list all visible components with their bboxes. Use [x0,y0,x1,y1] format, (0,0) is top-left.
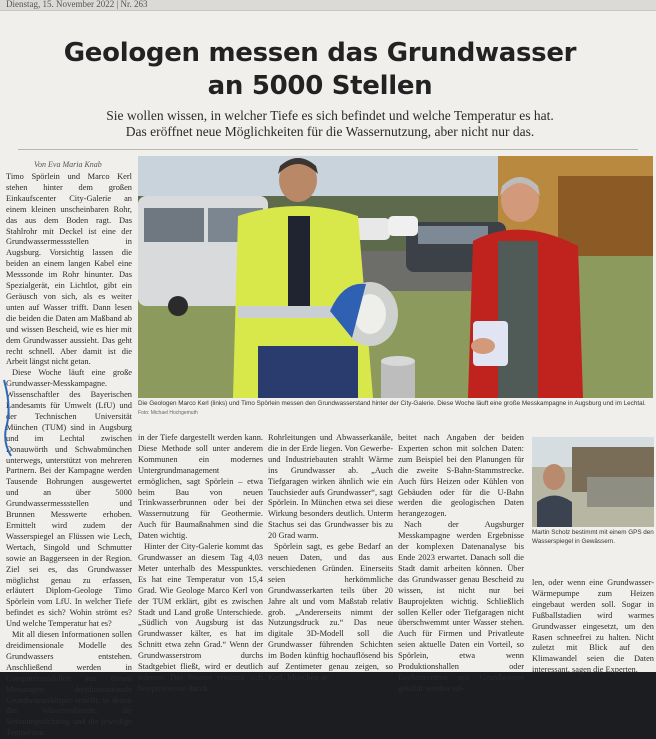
divider-rule [18,149,638,150]
headline-line-2: an 5000 Stellen [207,71,433,101]
paragraph: Hinter der City-Galerie kommt das Grundwasser an diesem Tag 4,03 Meter unterhalb des Messpunktes. Es hat eine Temperatur von 15,4 Grad. Wie Geologe Marco Kerl von der TUM erklärt, gibt es zwischen Stadt und Land große Unterschiede. „Südlich von Augsburg ist das Grundwasser kälter, es hat im Schnitt etwa zehn Grad.“ Wenn der Grundwasserstrom durchs Stadtgebiet fließt, wird er deutlich wärmer. Das Wasser erwärmt sich beispielsweise durch [138,542,263,693]
gps-photo-illustration [532,437,654,527]
photo-credit: Foto: Michael Hochgemuth [138,409,198,416]
paragraph: Timo Spörlein und Marco Kerl stehen hinter dem großen Einkaufscenter City-Galerie an einem kleinen unscheinbaren Rohr, das aus dem Boden ragt. Das Stahlrohr mit Deckel ist eine der Grundwassermessstellen in Augsburg. Vorsichtig lassen die beiden an einem langen Kabel eine Messsonde im Rohr hinunter. Das Spezialgerät, ein Lichtlot, gibt ein Geräusch von sich, als es weiter unten auf Wasser trifft. Dann lesen die beiden die Daten am Maßband ab und wissen Bescheid, wie es hier mit dem Grundwasser aussieht. Das geht recht schnell. Aber damit ist die Arbeit längst nicht getan. [6,172,132,367]
paragraph: len, oder wenn eine Grundwasser-Wärmepumpe zum Heizen eingebaut werden soll. Sogar in Fußballstadien wird warmes Grundwasser eingesetzt, um den Rasen schneefrei zu halten. Nicht zuletzt mit Blick auf den Klimawandel seien die Daten interessant, sagen die Experten. [532,578,654,675]
small-photo [532,437,654,527]
photo-caption [138,400,656,417]
article-column-2 [138,433,263,693]
pen-mark-icon [2,378,16,458]
photo-caption-text: Die Geologen Marco Kerl (links) und Timo Spörlein messen den Grundwasserstand hinter der City-Galerie. Diese Woche läuft eine große Messkampagne in Augsburg und im Lechtal. [138,400,646,407]
headline-line-1: Geologen messen das Grundwasser [63,38,577,68]
article-column-1 [6,172,132,738]
subheadline-line-1: Sie wollen wissen, in welcher Tiefe es sich befindet und welche Temperatur es hat. [106,108,554,123]
paragraph: in der Tiefe dargestellt werden kann. Diese Methode soll unter anderem Kommunen ein modernes Untergrundmanagement ermöglichen, sagt Spörlein – etwa beim Bau von neuen Trinkwasserbrunnen oder bei der Wassernutzung für Geothermie. Auch für Baumaßnahmen sind die Daten wichtig. [138,433,263,541]
article-column-3 [268,433,393,682]
byline: Von Eva Maria Knab [34,160,102,169]
subheadline-line-2: Das eröffnet neue Möglichkeiten für die Wassernutzung, aber nicht nur das. [125,124,535,139]
dateline: Dienstag, 15. November 2022 | Nr. 263 [6,0,148,9]
article-column-4 [398,433,524,693]
paragraph: Rohrleitungen und Abwasserkanäle, die in der Erde liegen. Von Gewerbe- und Industriebauten strahlt Wärme ins Grundwasser ab. „Auch Tiefgaragen wirken ähnlich wie ein Tauchsieder aufs Grundwasser“, sagt Spörlein. In München etwa sei diese Wirkung besonders deutlich. Unterm Stachus sei das Grundwasser bis zu 20 Grad warm. [268,433,393,541]
paragraph: Spörlein sagt, es gebe Bedarf an neuen Daten, und das aus verschiedenen Gründen. Einerseits seien herkömmliche Grundwasserkarten teils über 20 Jahre alt und vom Maßstab relativ grob. „Andererseits nimmt der Nutzungsdruck zu.“ Das neue digitale 3D-Modell soll die Grundwasser führenden Schichten im Boden künftig hochauflösend bis auf Zentimeter genau zeigen, so Kerl. München ar- [268,542,393,682]
small-photo-caption: Martin Scholz bestimmt mit einem GPS den Wasserspiegel in Gewässern. [532,529,654,545]
top-strip [0,0,656,11]
article-column-5 [532,578,654,675]
main-photo [138,156,653,398]
paragraph: Diese Woche läuft eine große Grundwasser-Messkampagne. Wissenschaftler des Bayerischen Landesamts für Umwelt (LfU) und der Technischen Universität München (TUM) sind in Augsburg und im Lechtal zwischen Donauwörth und Schwabmünchen unterwegs, unterstützt von mehreren Partnern. Bei der Kampagne werden Tausende Bohrungen ausgewertet und an über 5000 Grundwassermessstellen und Brunnen Messwerte erhoben. Ermittelt wird zudem der Wasserspiegel an Flüssen wie Lech, Wertach, Singold und Schmutter sowie an Baggerseen in der Region. Ziel sei es, das Grundwasser möglichst genau zu erfassen, erläutert Diplom-Geologe Timo Spörlein vom LfU. In welcher Tiefe befindet es sich? Wohin strömt es? Und welche Temperatur hat es? [6,368,132,629]
paragraph: beitet nach Angaben der beiden Experten schon mit solchen Daten: zum Beispiel bei den Planungen für die zweite S-Bahn-Stammstrecke. Auch fürs Heizen oder Kühlen von Gebäuden oder für die U-Bahn werden die geologischen Daten herangezogen. [398,433,524,519]
paragraph: Nach der Augsburger Messkampagne werden Ergebnisse der komplexen Datenanalyse bis Ende 2023 erwartet. Danach soll die Stadt damit arbeiten können. Über das Grundwasser genau Bescheid zu wissen, ist nicht nur bei Bauprojekten wichtig. Schließlich sollen Keller oder Tiefgaragen nicht überschwemmt unter Wasser stehen. Auch für Firmen und Privatleute seien aktuelle Daten ein Vorteil, so Spörlein, etwa wenn Produktionshallen oder Rechenzentren mit Grundwasser gekühlt werden sol- [398,520,524,693]
geologists-photo-illustration [138,156,653,398]
paragraph: Mit all diesen Informationen sollen dreidimensionale Modelle des Grundwassers entstehen. Anschließend werden in Computermodellen aus diesen Messungen dreidimensionale Grundwasserkörper erstellt, in denen das Wasservolumen, die Strömungsrichtung und die jeweilige Temperatur [6,630,132,738]
